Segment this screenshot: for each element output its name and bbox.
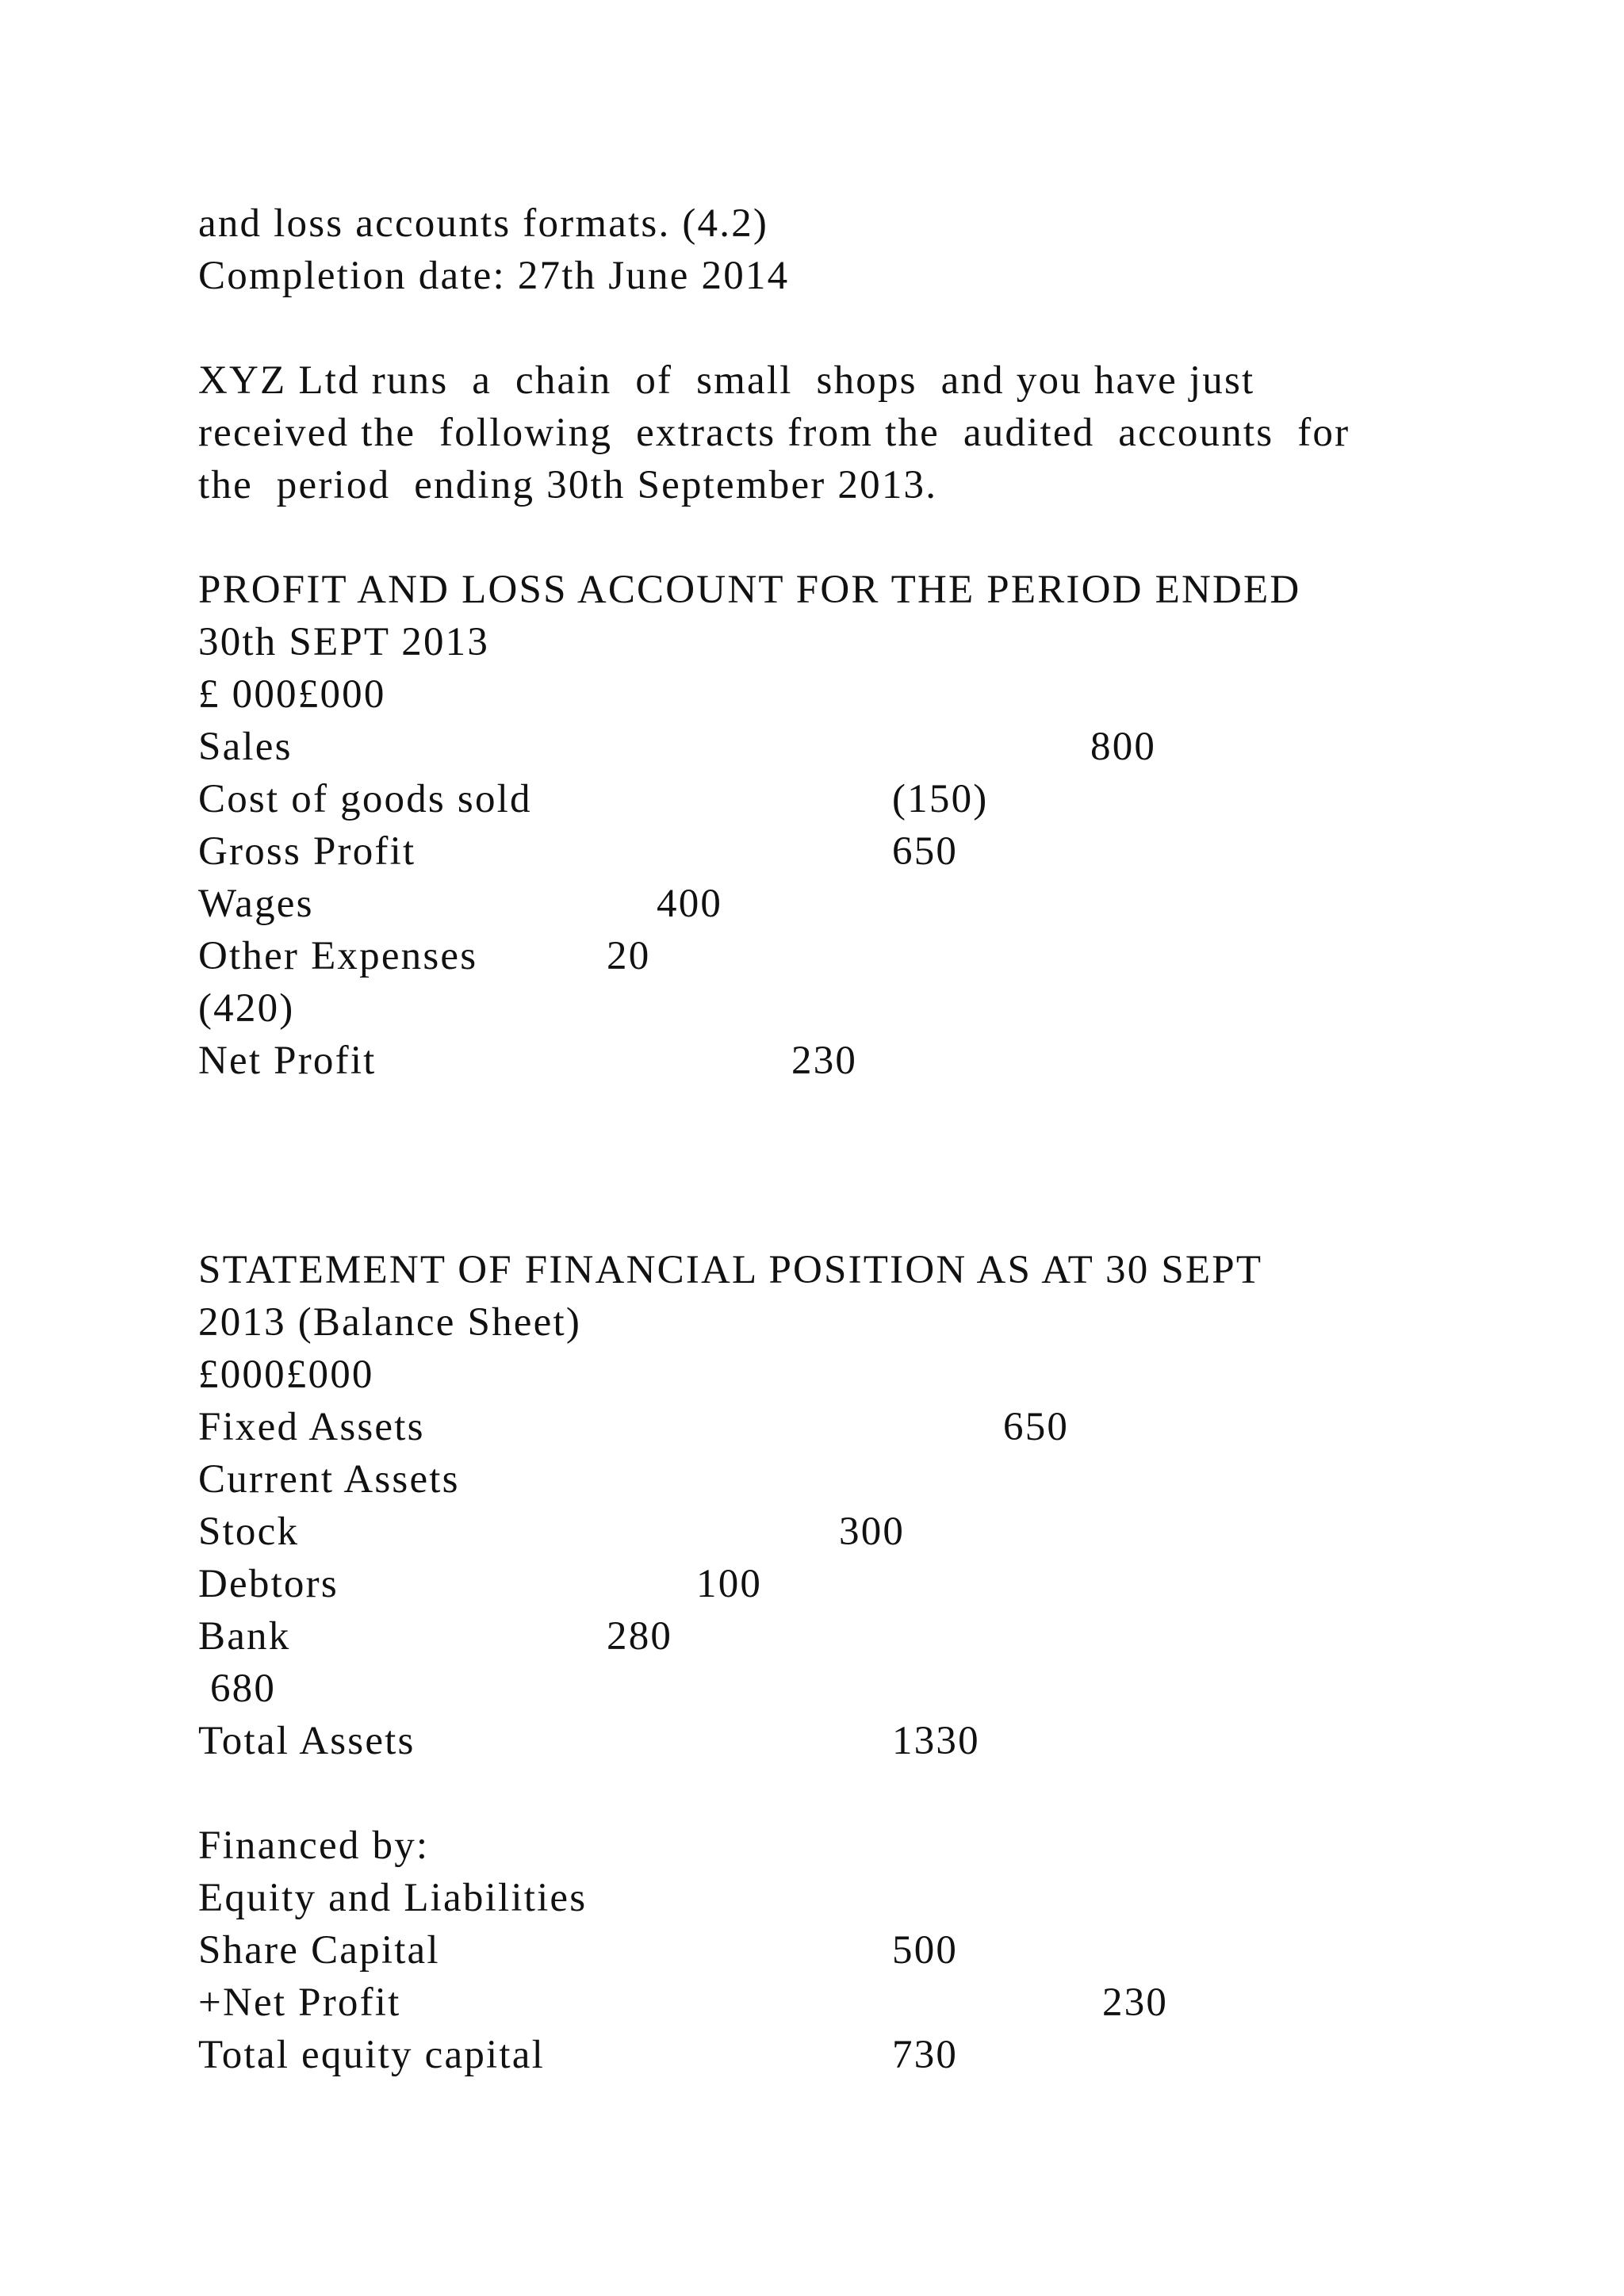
pl-row-value: 230: [791, 1039, 858, 1083]
bs-equity-row-label: Total equity capital: [198, 2033, 545, 2077]
pl-row-label: Sales: [198, 725, 293, 769]
intro-line-2: Completion date: 27th June 2014: [198, 254, 790, 298]
bs-row-label: Fixed Assets: [198, 1405, 425, 1449]
bs-row-value: 1330: [892, 1719, 980, 1763]
bs-currency-header: £000£000: [198, 1353, 374, 1397]
bs-row-label: Bank: [198, 1614, 291, 1659]
bs-heading-line-2: 2013 (Balance Sheet): [198, 1300, 582, 1345]
paragraph-line-2: received the following extracts from the audited accounts for: [198, 411, 1350, 455]
pl-heading-line-1: PROFIT AND LOSS ACCOUNT FOR THE PERIOD ENDED: [198, 568, 1301, 612]
bs-equity-row-label: Share Capital: [198, 1928, 440, 1973]
pl-row-value: 20: [607, 934, 651, 978]
pl-row-label: Other Expenses: [198, 934, 478, 978]
pl-heading-line-2: 30th SEPT 2013: [198, 620, 490, 664]
bs-row-label: Debtors: [198, 1562, 339, 1606]
pl-row-value: 800: [1090, 725, 1157, 769]
pl-row-value: 650: [892, 829, 959, 874]
bs-row-label: Total Assets: [198, 1719, 416, 1763]
bs-row-value: 280: [607, 1614, 673, 1659]
bs-equity-heading: Equity and Liabilities: [198, 1876, 588, 1920]
paragraph-line-1: XYZ Ltd runs a chain of small shops and you have just: [198, 358, 1255, 403]
bs-heading-line-1: STATEMENT OF FINANCIAL POSITION AS AT 30 SEPT: [198, 1248, 1263, 1292]
bs-row-label: 680: [198, 1667, 277, 1711]
bs-equity-row-value: 500: [892, 1928, 959, 1973]
bs-financed-by: Financed by:: [198, 1823, 430, 1868]
bs-row-label: Stock: [198, 1510, 300, 1554]
paragraph-line-3: the period ending 30th September 2013.: [198, 463, 938, 507]
pl-row-label: Wages: [198, 882, 314, 926]
pl-row-label: Cost of goods sold: [198, 777, 532, 821]
bs-equity-row-value: 730: [892, 2033, 959, 2077]
pl-row-value: (150): [892, 777, 989, 821]
pl-row-value: 400: [657, 882, 723, 926]
bs-row-label: Current Assets: [198, 1457, 460, 1502]
bs-row-value: 300: [839, 1510, 906, 1554]
intro-line-1: and loss accounts formats. (4.2): [198, 201, 769, 246]
pl-row-label: (420): [198, 986, 295, 1031]
bs-row-value: 100: [696, 1562, 763, 1606]
bs-equity-row-label: +Net Profit: [198, 1980, 401, 2025]
pl-row-label: Net Profit: [198, 1039, 377, 1083]
pl-currency-header: £ 000£000: [198, 672, 386, 717]
bs-row-value: 650: [1003, 1405, 1070, 1449]
bs-equity-row-value: 230: [1102, 1980, 1169, 2025]
pl-row-label: Gross Profit: [198, 829, 416, 874]
